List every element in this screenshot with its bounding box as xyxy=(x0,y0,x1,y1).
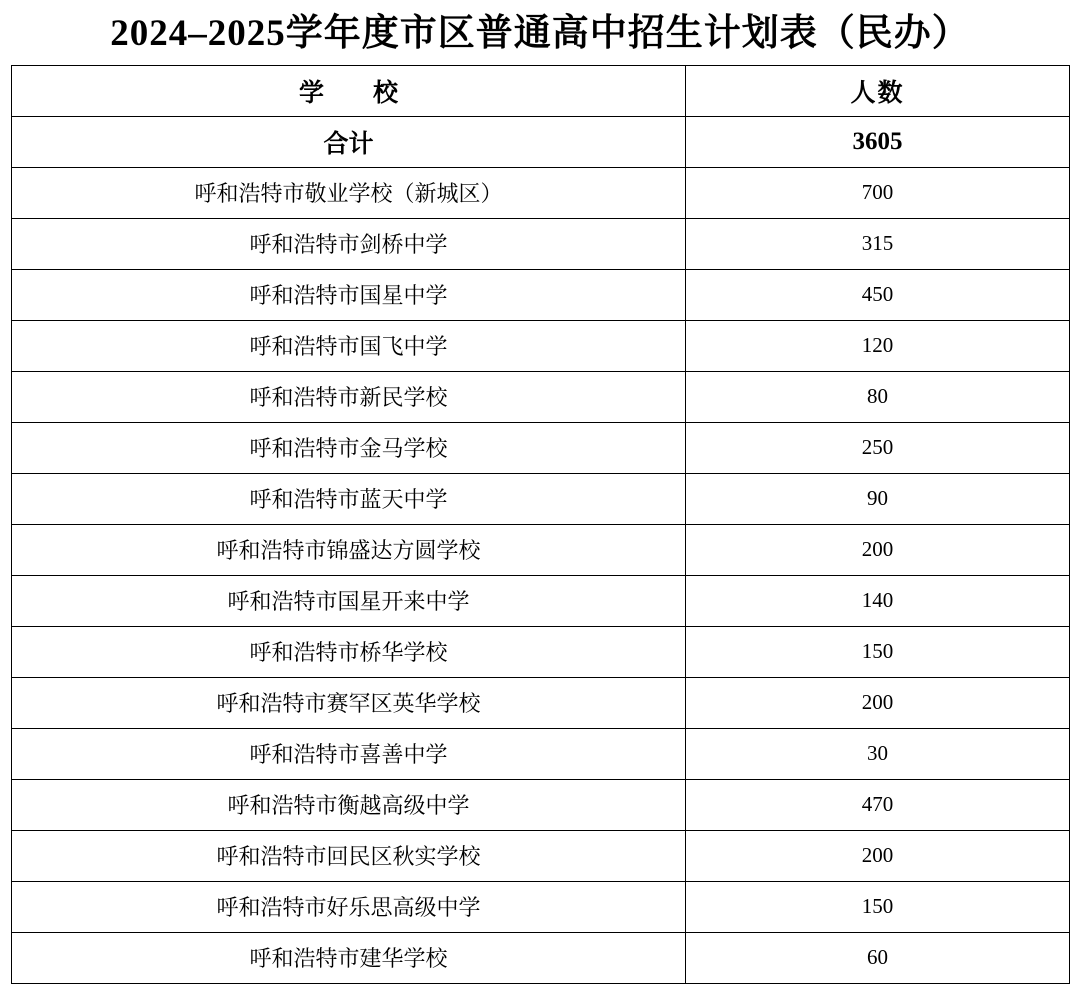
school-name: 呼和浩特市建华学校 xyxy=(12,932,686,983)
school-name: 呼和浩特市衡越高级中学 xyxy=(12,779,686,830)
table-row-total xyxy=(12,116,1070,167)
school-count: 200 xyxy=(686,524,1070,575)
school-name: 呼和浩特市国飞中学 xyxy=(12,320,686,371)
school-count: 470 xyxy=(686,779,1070,830)
school-name: 呼和浩特市金马学校 xyxy=(12,422,686,473)
table-row xyxy=(12,371,1070,422)
column-header-count xyxy=(686,65,1070,116)
admission-plan-table xyxy=(11,65,1070,984)
school-count: 700 xyxy=(686,167,1070,218)
school-count: 200 xyxy=(686,830,1070,881)
school-name: 呼和浩特市敬业学校（新城区） xyxy=(12,167,686,218)
school-name: 呼和浩特市赛罕区英华学校 xyxy=(12,677,686,728)
table-row xyxy=(12,626,1070,677)
school-count: 150 xyxy=(686,626,1070,677)
table-row xyxy=(12,677,1070,728)
school-count: 30 xyxy=(686,728,1070,779)
school-name: 呼和浩特市剑桥中学 xyxy=(12,218,686,269)
total-count: 3605 xyxy=(686,116,1070,167)
school-name: 呼和浩特市锦盛达方圆学校 xyxy=(12,524,686,575)
table-body xyxy=(12,65,1070,983)
table-row xyxy=(12,167,1070,218)
school-count: 450 xyxy=(686,269,1070,320)
school-count: 315 xyxy=(686,218,1070,269)
school-count: 150 xyxy=(686,881,1070,932)
total-label: 合计 xyxy=(12,116,686,167)
school-name: 呼和浩特市蓝天中学 xyxy=(12,473,686,524)
table-row xyxy=(12,575,1070,626)
column-header-school-label: 学 校 xyxy=(298,79,410,107)
school-count: 140 xyxy=(686,575,1070,626)
table-row xyxy=(12,728,1070,779)
column-header-school xyxy=(12,65,686,116)
school-name: 呼和浩特市桥华学校 xyxy=(12,626,686,677)
table-row xyxy=(12,218,1070,269)
table-row xyxy=(12,422,1070,473)
page-title: 2024–2025学年度市区普通高中招生计划表（民办） xyxy=(110,13,970,54)
school-name: 呼和浩特市国星中学 xyxy=(12,269,686,320)
school-name: 呼和浩特市新民学校 xyxy=(12,371,686,422)
table-row xyxy=(12,269,1070,320)
school-name: 呼和浩特市回民区秋实学校 xyxy=(12,830,686,881)
table-row xyxy=(12,881,1070,932)
table-row xyxy=(12,779,1070,830)
school-count: 250 xyxy=(686,422,1070,473)
table-row xyxy=(12,524,1070,575)
school-count: 60 xyxy=(686,932,1070,983)
school-count: 120 xyxy=(686,320,1070,371)
school-name: 呼和浩特市国星开来中学 xyxy=(12,575,686,626)
table-row xyxy=(12,830,1070,881)
school-name: 呼和浩特市喜善中学 xyxy=(12,728,686,779)
column-header-count-label: 人数 xyxy=(850,79,905,107)
school-count: 90 xyxy=(686,473,1070,524)
school-name: 呼和浩特市好乐思高级中学 xyxy=(12,881,686,932)
table-row xyxy=(12,473,1070,524)
school-count: 80 xyxy=(686,371,1070,422)
table-header-row xyxy=(12,65,1070,116)
school-count: 200 xyxy=(686,677,1070,728)
table-row xyxy=(12,320,1070,371)
table-row xyxy=(12,932,1070,983)
